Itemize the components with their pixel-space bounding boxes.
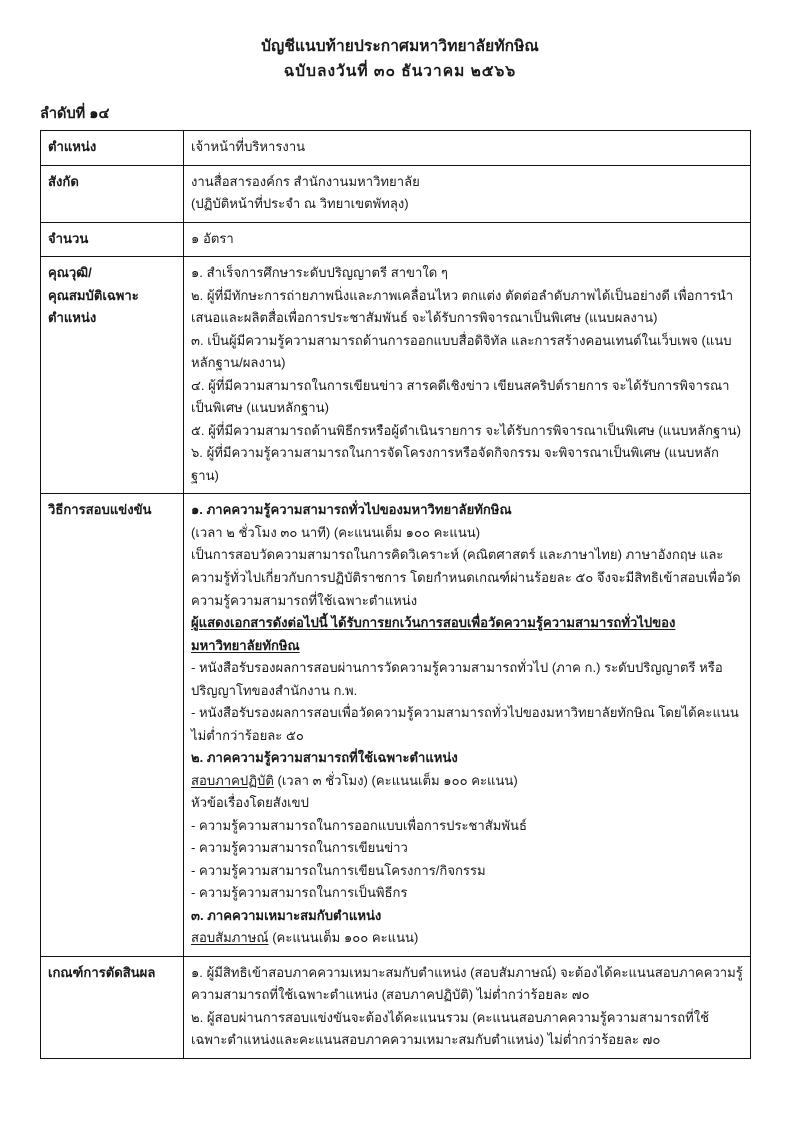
qualification-item: ๓. เป็นผู้มีความรู้ความสามารถด้านการออกแบบสื่อดิจิทัล และการสร้างคอนเทนต์ในเว็บเพจ (แนบหลักฐาน/ผลงาน) [191,332,732,371]
exam-exemption-item: - หนังสือรับรองผลการสอบผ่านการวัดความรู้ความสามารถทั่วไป (ภาค ก.) ระดับปริญญาตรี หรือปริญญาโทของสำนักงาน ก.พ. [191,660,723,698]
exam-part3-mode [191,927,743,950]
exam-part3-heading: ๓. ภาคความเหมาะสมกับตำแหน่ง [191,907,382,923]
table-row-affiliation [41,165,751,222]
exam-part3-mode-detail: (คะแนนเต็ม ๑๐๐ คะแนน) [268,930,419,946]
exam-part2-mode-detail: (เวลา ๓ ชั่วโมง) (คะแนนเต็ม ๑๐๐ คะแนน) [273,772,518,788]
qualification-item: ๕. ผู้ที่มีความสามารถด้านพิธีกรหรือผู้ดำเนินรายการ จะได้รับการพิจารณาเป็นพิเศษ (แนบหลักฐาน) [191,422,741,438]
title-line-2: ฉบับลงวันที่ ๓๐ ธันวาคม ๒๕๖๖ [283,63,517,81]
exam-exemption-item: - หนังสือรับรองผลการสอบเพื่อวัดความรู้ความสามารถทั่วไปของมหาวิทยาลัยทักษิณ โดยได้คะแนนไม่ต่ำกว่าร้อยละ ๕๐ [191,705,739,743]
row-value-exam-method [184,494,751,956]
affiliation-line-1: งานสื่อสารองค์กร สำนักงานมหาวิทยาลัย [191,173,420,189]
row-label-position: ตำแหน่ง [41,131,184,166]
row-value-affiliation [184,165,751,222]
table-row-exam-method [41,494,751,956]
exam-part1-time: (เวลา ๒ ชั่วโมง ๓๐ นาที) (คะแนนเต็ม ๑๐๐ คะแนน) [191,524,481,540]
criteria-item: ๒. ผู้สอบผ่านการสอบแข่งขันจะต้องได้คะแนนรวม (คะแนนสอบภาคความรู้ความสามารถที่ใช้เฉพาะตำแหน่งและคะแนนสอบภาคความเหมาะสมกับตำแหน่ง) ไม่ต่ำกว่าร้อยละ ๗๐ [191,1009,710,1048]
row-label-criteria: เกณฑ์การตัดสินผล [41,956,184,1058]
row-value-qualifications [184,257,751,494]
criteria-item: ๑. ผู้มีสิทธิเข้าสอบภาคความเหมาะสมกับตำแหน่ง (สอบสัมภาษณ์) จะต้องได้คะแนนสอบภาคความรู้ความสามารถที่ใช้เฉพาะตำแหน่ง (สอบภาคปฏิบัติ) ไม่ต่ำกว่าร้อยละ ๗๐ [191,964,743,1003]
quantity-value: ๑ อัตรา [191,230,234,246]
qualification-item: ๒. ผู้ที่มีทักษะการถ่ายภาพนิ่งและภาพเคลื่อนไหว ตกแต่ง ตัดต่อลำดับภาพได้เป็นอย่างดี เพื่อการนำเสนอและผลิตสื่อเพื่อการประชาสัมพันธ์ จะได้รับการพิจารณาเป็นพิเศษ (แนบผลงาน) [191,287,734,326]
exam-part1-description: เป็นการสอบวัดความสามารถในการคิดวิเคราะห์ (คณิตศาสตร์ และภาษาไทย) ภาษาอังกฤษ และความรู้ทั่วไปเกี่ยวกับการปฏิบัติราชการ โดยกำหนดเกณฑ์ผ่านร้อยละ ๕๐ จึงจะมีสิทธิเข้าสอบเพื่อวัดความรู้ความสามารถที่ใช้เฉพาะตำแหน่ง [191,547,741,608]
row-label-exam-method: วิธีการสอบแข่งขัน [41,494,184,956]
exam-part2-topic: - ความรู้ความสามารถในการเป็นพิธีกร [191,885,408,901]
exam-part2-topic: - ความรู้ความสามารถในการเขียนข่าว [191,840,408,856]
document-title [0,0,800,84]
qualification-item: ๑. สำเร็จการศึกษาระดับปริญญาตรี สาขาใด ๆ [191,265,448,281]
table-row-qualifications [41,257,751,494]
table-row-criteria [41,956,751,1058]
exam-part2-mode-label: สอบภาคปฏิบัติ [191,772,274,788]
row-label-qualifications [41,257,184,494]
qualification-item: ๔. ผู้ที่มีความสามารถในการเขียนข่าว สารคดีเชิงข่าว เขียนสคริปต์รายการ จะได้รับการพิจารณาเป็นพิเศษ (แนบหลักฐาน) [191,377,730,416]
exam-part2-topic: - ความรู้ความสามารถในการออกแบบเพื่อการประชาสัมพันธ์ [191,817,527,833]
row-value-criteria [184,956,751,1058]
exam-part2-topics-intro: หัวข้อเรื่องโดยสังเขป [191,795,309,811]
position-details-table [40,130,751,1059]
exam-part3-mode-label: สอบสัมภาษณ์ [191,930,269,946]
table-row-quantity [41,222,751,257]
qualification-item: ๖. ผู้ที่มีความรู้ความสามารถในการจัดโครงการหรือจัดกิจกรรม จะพิจารณาเป็นพิเศษ (แนบหลักฐาน) [191,445,719,483]
row-label-affiliation: สังกัด [41,165,184,222]
qualifications-label-line-1: คุณวุฒิ/ [48,265,92,281]
row-label-quantity: จำนวน [41,222,184,257]
table-row-position [41,131,751,166]
exam-part2-mode [191,770,743,793]
exam-exemption-heading: ผู้แสดงเอกสารดังต่อไปนี้ ได้รับการยกเว้นการสอบเพื่อวัดความรู้ความสามารถทั่วไปของมหาวิทยาลัยทักษิณ [191,615,676,653]
qualifications-label-line-3: ตำแหน่ง [48,310,97,326]
exam-part1-heading: ๑. ภาคความรู้ความสามารถทั่วไปของมหาวิทยาลัยทักษิณ [191,502,512,518]
exam-part2-heading: ๒. ภาคความรู้ความสามารถที่ใช้เฉพาะตำแหน่ง [191,750,458,766]
row-value-position [184,131,751,166]
sequence-label: ลำดับที่ ๑๔ [40,106,110,123]
row-value-quantity [184,222,751,257]
position-name: เจ้าหน้าที่บริหารงาน [191,139,306,155]
affiliation-line-2: (ปฏิบัติหน้าที่ประจำ ณ วิทยาเขตพัทลุง) [191,196,409,212]
exam-part2-topic: - ความรู้ความสามารถในการเขียนโครงการ/กิจกรรม [191,862,486,878]
title-line-1: บัญชีแนบท้ายประกาศมหาวิทยาลัยทักษิณ [261,38,539,55]
qualifications-label-line-2: คุณสมบัติเฉพาะ [48,287,139,303]
